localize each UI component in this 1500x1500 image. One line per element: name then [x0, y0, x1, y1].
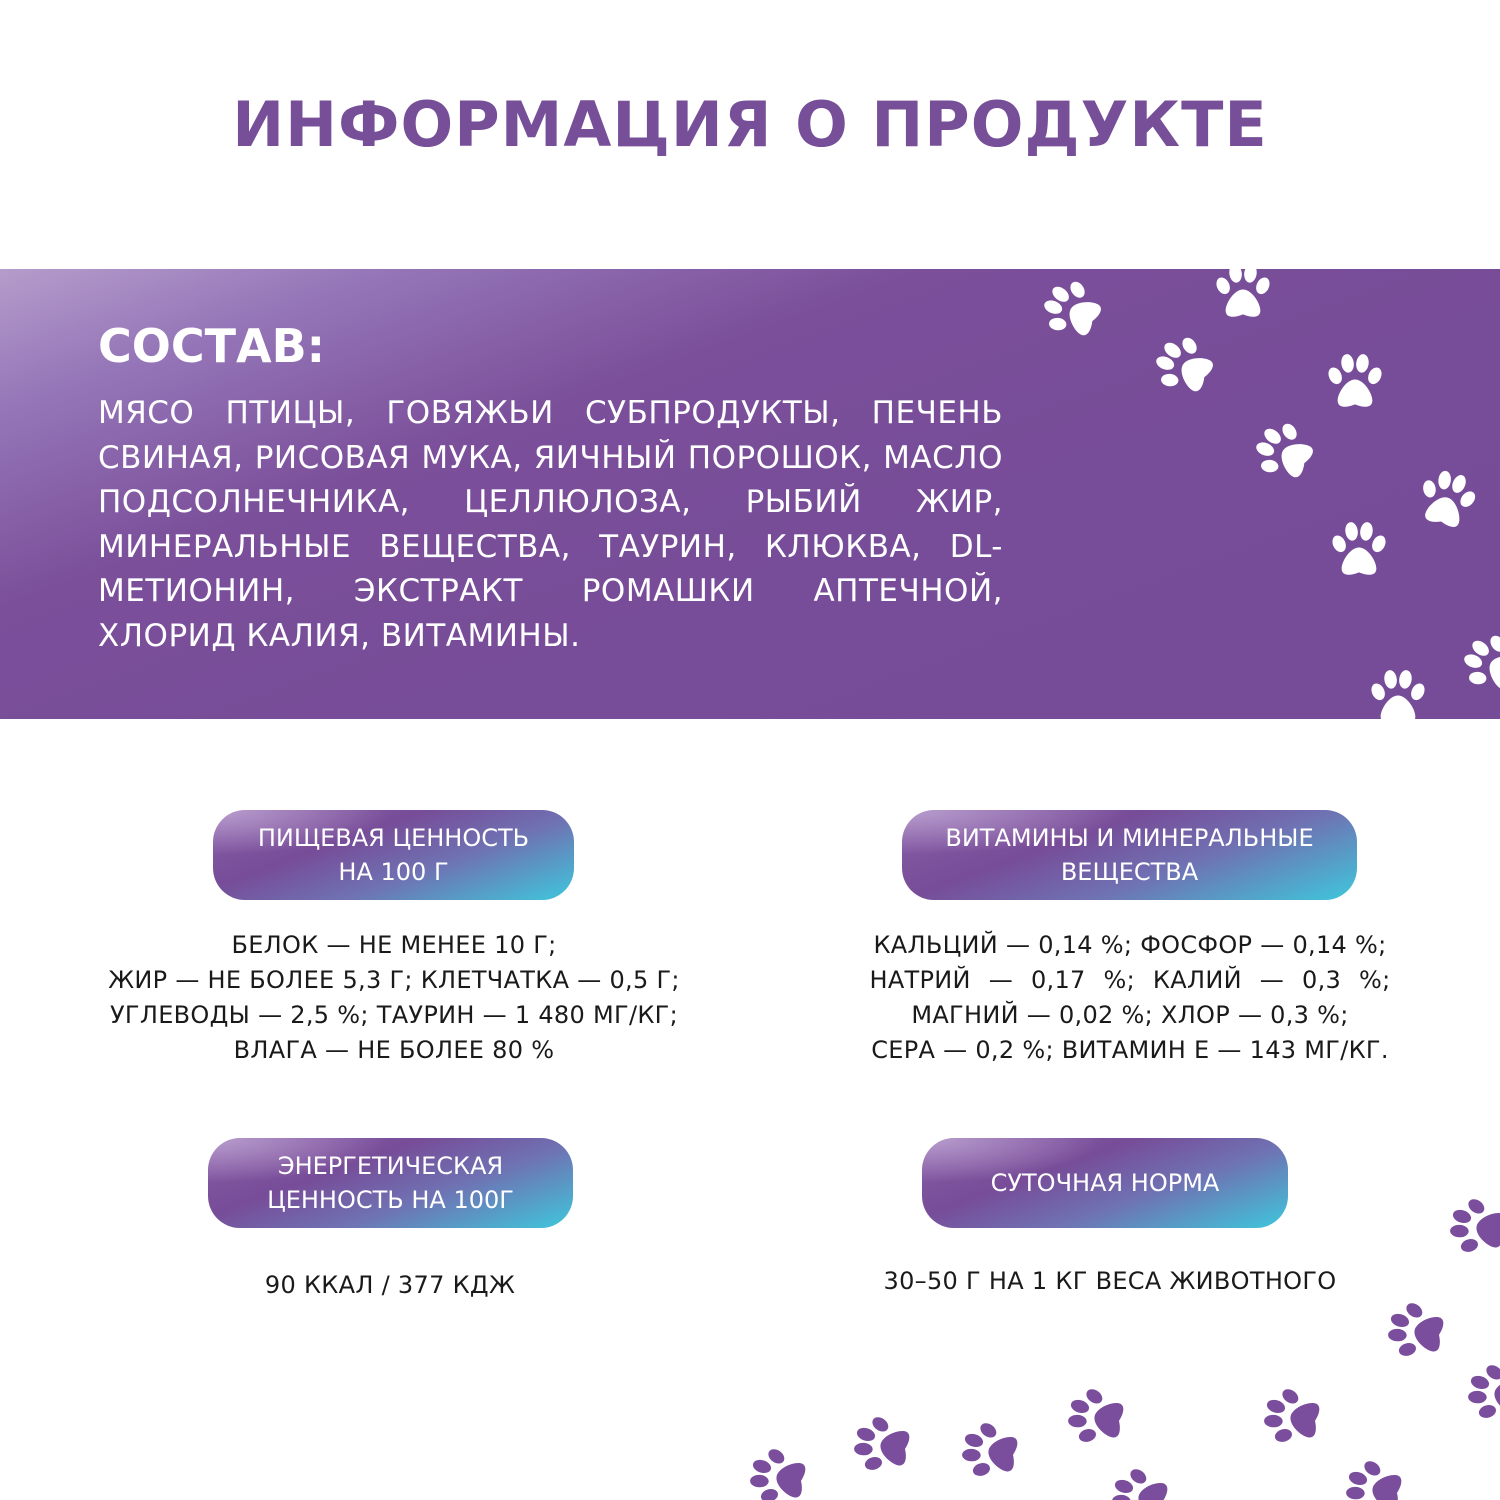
composition-title: СОСТАВ: — [98, 319, 326, 373]
daily-norm-label-line: СУТОЧНАЯ НОРМА — [990, 1169, 1220, 1197]
paw-print-icon — [1257, 1381, 1329, 1453]
energy-line: 90 ККАЛ / 377 КДЖ — [264, 1271, 516, 1299]
vitamins-line: МАГНИЙ — 0,02 %; ХЛОР — 0,3 %; — [911, 1001, 1349, 1029]
paw-print-icon — [1031, 269, 1116, 352]
daily-norm-line: 30–50 Г НА 1 КГ ВЕСА ЖИВОТНОГО — [883, 1267, 1337, 1295]
paw-print-icon — [1339, 1453, 1411, 1500]
energy-label-line: ЭНЕРГЕТИЧЕСКАЯ — [277, 1152, 504, 1180]
nutrition-label-badge — [213, 810, 574, 900]
composition-text: МЯСО ПТИЦЫ, ГОВЯЖЬИ СУБПРОДУКТЫ, ПЕЧЕНЬ СВИНАЯ, РИСОВАЯ МУКА, ЯИЧНЫЙ ПОРОШОК, МАСЛО ПОДСОЛНЕЧНИКА, ЦЕЛЛЮЛОЗА, РЫБИЙ ЖИР, МИНЕРАЛЬНЫЕ ВЕЩЕСТВА, ТАУРИН, КЛЮКВА, DL- МЕТИОНИН, ЭКСТРАКТ РОМАШКИ АПТЕЧНОЙ, ХЛОРИД КАЛИЯ, ВИТАМИНЫ. — [98, 395, 1003, 654]
paw-print-icon — [1409, 462, 1485, 538]
paw-print-icon — [1105, 1461, 1177, 1500]
paw-print-icon — [1324, 351, 1386, 413]
energy-values — [130, 1268, 650, 1303]
paw-print-icon — [1367, 667, 1429, 719]
composition-section — [0, 269, 1500, 719]
nutrition-values — [60, 928, 728, 1068]
paw-print-icon — [1061, 1381, 1133, 1453]
nutrition-label-line: ПИЩЕВАЯ ЦЕННОСТЬ — [257, 824, 530, 852]
energy-label-badge — [208, 1138, 573, 1228]
daily-norm-values — [820, 1264, 1400, 1299]
paw-print-icon — [1461, 1357, 1500, 1429]
energy-label-line: ЦЕННОСТЬ НА 100Г — [267, 1186, 514, 1214]
vitamins-label-badge — [902, 810, 1357, 900]
paw-print-icon — [955, 1415, 1027, 1487]
paw-print-icon — [1243, 410, 1328, 495]
paw-print-icon — [847, 1409, 919, 1481]
nutrition-line: ЖИР — НЕ БОЛЕЕ 5,3 Г; КЛЕТЧАТКА — 0,5 Г; — [108, 966, 680, 994]
vitamins-values — [810, 928, 1450, 1068]
vitamins-line: НАТРИЙ — 0,17 %; КАЛИЙ — 0,3 %; — [869, 966, 1391, 994]
vitamins-line: КАЛЬЦИЙ — 0,14 %; ФОСФОР — 0,14 %; — [873, 931, 1387, 959]
vitamins-line: СЕРА — 0,2 %; ВИТАМИН Е — 143 МГ/КГ. — [871, 1036, 1389, 1064]
paw-print-icon — [1143, 324, 1228, 409]
paw-print-icon — [1381, 1295, 1453, 1367]
nutrition-line: БЕЛОК — НЕ МЕНЕЕ 10 Г; — [231, 931, 557, 959]
nutrition-line: УГЛЕВОДЫ — 2,5 %; ТАУРИН — 1 480 МГ/КГ; — [110, 1001, 678, 1029]
nutrition-label-line: НА 100 Г — [338, 858, 449, 886]
daily-norm-label-badge — [922, 1138, 1288, 1228]
paw-print-icon — [1212, 269, 1274, 323]
paw-print-icon — [1451, 622, 1500, 707]
paw-print-icon — [1328, 519, 1390, 581]
vitamins-label-line: ВЕЩЕСТВА — [1060, 858, 1199, 886]
vitamins-label-line: ВИТАМИНЫ И МИНЕРАЛЬНЫЕ — [945, 824, 1314, 852]
paw-print-icon — [743, 1441, 815, 1500]
paw-print-icon — [1443, 1191, 1500, 1263]
page-title: ИНФОРМАЦИЯ О ПРОДУКТЕ — [232, 88, 1268, 161]
nutrition-line: ВЛАГА — НЕ БОЛЕЕ 80 % — [233, 1036, 555, 1064]
